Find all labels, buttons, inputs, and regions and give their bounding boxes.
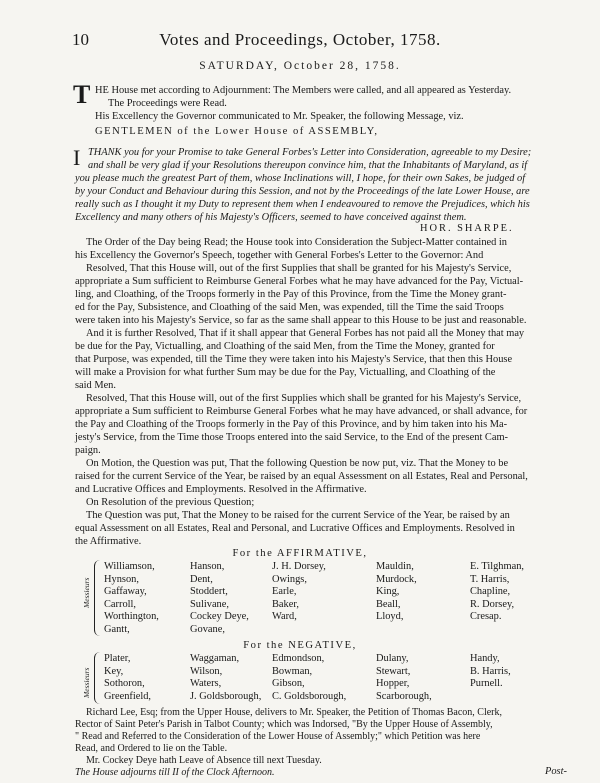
list-item: Govane, [190, 623, 225, 635]
closing-line-2: Rector of Saint Peter's Parish in Talbot County; which was Indorsed, "By the Upper House of Assembly, [75, 719, 493, 730]
list-item: Cresap. [470, 611, 502, 623]
list-item: Hynson, [104, 573, 139, 585]
list-item: R. Dorsey, [470, 598, 515, 610]
affirmative-messrs: Messieurs [82, 577, 91, 608]
negative-heading: For the NEGATIVE, [243, 640, 357, 651]
body-line-6: ed for the Pay, Subsistence, and Cloathing of the said Men, was expended, till the Time the said Troops [75, 302, 504, 313]
message-signature: HOR. SHARPE. [420, 223, 514, 234]
list-item: Chapline, [470, 586, 511, 598]
closing-line-6: The House adjourns till II of the Clock Afternoon. [75, 767, 275, 778]
body-line-7: were taken into his Majesty's Service, so far as the same shall appear to this House to be just and reasonable. [75, 315, 527, 326]
body-line-17: paign. [75, 445, 101, 456]
list-item: Stoddert, [190, 586, 228, 598]
list-item: Plater, [104, 653, 131, 664]
body-line-4: appropriate a Sum sufficient to Reimburse General Forbes what he may have advanced for the Pay, Victual- [75, 276, 524, 287]
body-line-8: And it is further Resolved, That if it shall appear that General Forbes has not paid all the Money that may [86, 328, 525, 339]
catchword: Post- [545, 766, 567, 777]
body-line-21: On Resolution of the previous Question; [86, 497, 255, 508]
list-item: C. Goldsborough, [272, 690, 347, 702]
list-item: Edmondson, [272, 653, 325, 664]
opening-line-3: His Excellency the Governor communicated to Mr. Speaker, the following Message, viz. [95, 111, 464, 122]
list-item: Waggaman, [190, 653, 240, 664]
message-line-6: Excellency and many others of his Majesty's Officers, seemed to have conceived against them. [75, 212, 467, 223]
list-item: J. Goldsborough, [190, 690, 262, 702]
list-item: Carroll, [104, 598, 137, 610]
list-item: Gaffaway, [104, 586, 147, 598]
affirmative-brace [94, 560, 103, 636]
body-line-18: On Motion, the Question was put, That the following Question be now put, viz. That the Money to be [86, 458, 509, 469]
list-item: Hopper, [376, 678, 410, 690]
closing-line-5: Mr. Cockey Deye hath Leave of Absence till next Tuesday. [86, 755, 322, 766]
message-line-4: by your Conduct and Behaviour during this Session, and not by the Proceedings of the late Lower House, are [75, 186, 530, 197]
list-item: Beall, [376, 598, 401, 610]
affirmative-col-2 [190, 561, 249, 637]
list-item: E. Tilghman, [470, 561, 524, 572]
body-line-19: raised for the current Service of the Year, be raised by an equal Assessment on all Estates, Real and Personal, [75, 471, 528, 482]
list-item: Murdock, [376, 573, 417, 585]
list-item: Lloyd, [376, 611, 404, 623]
body-line-22: The Question was put, That the Money to be raised for the current Service of the Year, be raised by an [86, 510, 510, 521]
opening-line-1: HE House met according to Adjournment: The Members were called, and all appeared as Yesterday. [95, 85, 512, 96]
list-item: Gibson, [272, 678, 305, 690]
body-line-13: Resolved, That this House will, out of the first Supplies which shall be granted for his Majesty's Service, [86, 393, 522, 404]
body-line-3: Resolved, That this House will, out of the first Supplies that shall be granted for his Majesty's Service, [86, 263, 512, 274]
list-item: Waters, [190, 678, 222, 690]
list-item: Handy, [470, 653, 500, 664]
negative-col-2 [190, 653, 261, 703]
list-item: T. Harris, [470, 573, 510, 585]
message-line-3: you please much the greatest Part of them, whose Inclinations will, I hope, for their own Sakes, be judged of [75, 173, 526, 184]
body-line-10: that Purpose, was expended, till the Time they were taken into his Majesty's Service, that then this House [75, 354, 513, 365]
list-item: Bowman, [272, 665, 313, 677]
list-item: Earle, [272, 586, 297, 598]
message-line-1: THANK you for your Promise to take General Forbes's Letter into Consideration, agreeable to my Desire; [88, 147, 532, 158]
body-line-1: The Order of the Day being Read; the House took into Consideration the Subject-Matter contained in [86, 237, 507, 248]
body-line-2: his Excellency the Governor's Speech, together with General Forbes's Letter to the Governor: And [75, 250, 484, 261]
list-item: Hanson, [190, 561, 225, 572]
page-number: 10 [72, 30, 89, 49]
list-item: King, [376, 586, 400, 598]
affirmative-col-5 [470, 561, 524, 624]
list-item: J. H. Dorsey, [272, 561, 326, 572]
body-line-12: said Men. [75, 380, 116, 391]
list-item: Sothoron, [104, 678, 145, 690]
affirmative-col-3 [272, 561, 326, 624]
running-head: Votes and Proceedings, October, 1758. [159, 30, 441, 49]
list-item: Mauldin, [376, 561, 414, 572]
opening-line-2: The Proceedings were Read. [108, 98, 227, 109]
closing-line-1: Richard Lee, Esq; from the Upper House, delivers to Mr. Speaker, the Petition of Thomas Bacon, Clerk, [86, 707, 502, 718]
list-item: Williamson, [104, 561, 155, 572]
list-item: Worthington, [104, 611, 159, 623]
list-item: Gantt, [104, 623, 130, 635]
body-line-11: will make a Provision for what further Sum may be due for the Pay, Victualling, and Cloathing of the [75, 367, 496, 378]
date-line: SATURDAY, October 28, 1758. [199, 60, 401, 72]
address-heading: GENTLEMEN of the Lower House of ASSEMBLY, [95, 126, 379, 137]
body-line-9: be due for the Pay, Victualling, and Cloathing of the said Men, from the Time the Money, granted for [75, 341, 495, 352]
list-item: B. Harris, [470, 665, 511, 677]
opening-dropcap: T [73, 80, 91, 109]
negative-col-3 [272, 653, 346, 703]
list-item: Scarborough, [376, 690, 432, 702]
body-line-23: equal Assessment on all Estates, Real and Personal, and Lucrative Offices and Employments. Resolved in [75, 523, 515, 534]
body-line-5: ling, and Cloathing, of the Troops formerly in the Pay of this Province, from the Time the Money grant- [75, 289, 507, 300]
affirmative-heading: For the AFFIRMATIVE, [232, 548, 368, 559]
message-line-5: really such as I thought it my Duty to represent them when I endeavoured to remove the Prejudices, which his [75, 199, 530, 210]
list-item: Cockey Deye, [190, 611, 249, 623]
list-item: Wilson, [190, 665, 223, 677]
negative-messrs: Messieurs [82, 667, 91, 698]
list-item: Baker, [272, 598, 299, 610]
list-item: Ward, [272, 611, 297, 623]
affirmative-col-1 [104, 561, 159, 637]
body-line-16: jesty's Service, from the Time those Troops entered into the said Service, to the End of the present Cam- [75, 432, 509, 443]
message-line-2: and shall be very glad if your Resolutions thereupon convince him, that the Inhabitants of Maryland, as if [88, 160, 528, 171]
body-line-14: appropriate a Sum sufficient to Reimburse General Forbes what he may have advanced, or shall advance, for [75, 406, 528, 417]
message-dropcap: I [73, 145, 81, 170]
list-item: Purnell. [470, 678, 503, 690]
list-item: Dent, [190, 573, 213, 585]
negative-brace [94, 652, 103, 704]
body-line-15: the Pay and Cloathing of the Troops formerly in the Pay of this Province, and by him taken into his Ma- [75, 419, 508, 430]
body-line-20: and Lucrative Offices and Employments. Resolved in the Affirmative. [75, 484, 367, 495]
list-item: Dulany, [376, 653, 409, 664]
body-line-24: the Affirmative. [75, 536, 142, 547]
negative-col-4 [376, 653, 432, 703]
list-item: Greenfield, [104, 690, 152, 702]
closing-line-4: Read, and Ordered to lie on the Table. [75, 743, 228, 754]
negative-col-1 [104, 653, 151, 703]
list-item: Owings, [272, 573, 307, 585]
affirmative-col-4 [376, 561, 417, 624]
list-item: Stewart, [376, 665, 411, 677]
negative-col-5 [470, 653, 511, 691]
list-item: Sulivane, [190, 598, 229, 610]
list-item: Key, [104, 665, 124, 677]
closing-line-3: " Read and Referred to the Consideration of the Lower House of Assembly;" which Petition was here [75, 731, 481, 742]
